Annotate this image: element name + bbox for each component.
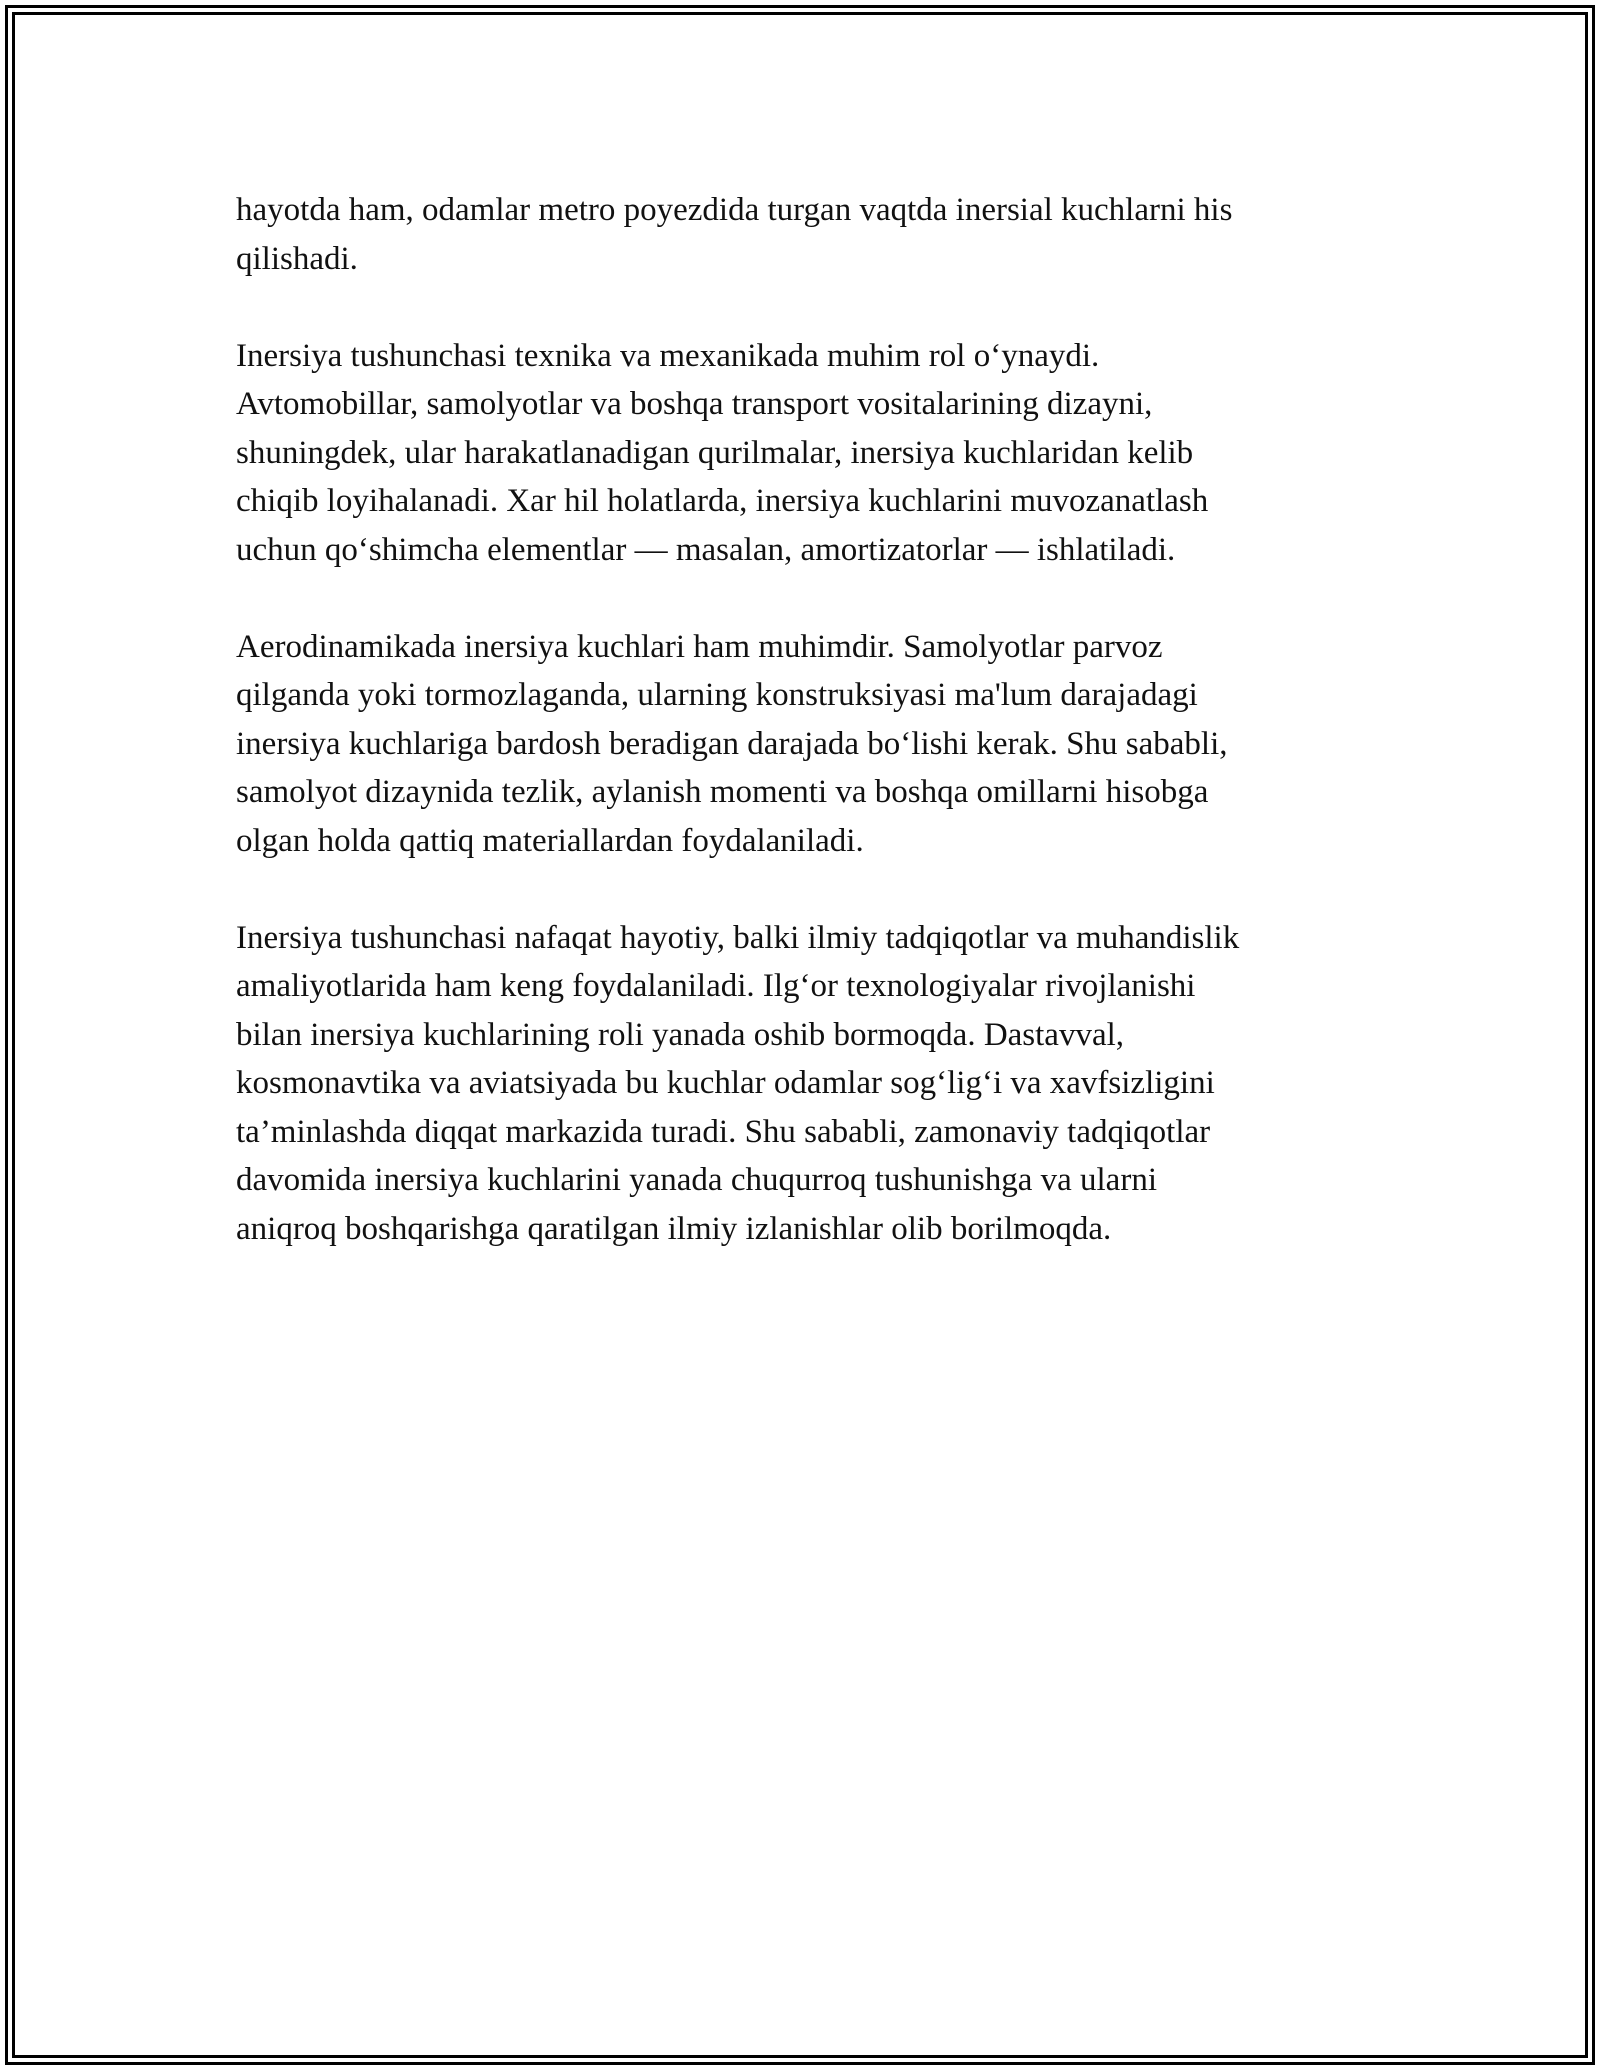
text-line: qilganda yoki tormozlaganda, ularning konstruksiyasi ma'lum darajadagi xyxy=(236,677,1198,713)
text-line: hayotda ham, odamlar metro poyezdida turgan vaqtda inersial kuchlarni his xyxy=(236,192,1233,228)
paragraph-1 xyxy=(236,186,1366,283)
text-line: chiqib loyihalanadi. Xar hil holatlarda, inersiya kuchlarini muvozanatlash xyxy=(236,483,1209,519)
text-line: aniqroq boshqarishga qaratilgan ilmiy izlanishlar olib borilmoqda. xyxy=(236,1210,1112,1247)
paragraph-2 xyxy=(236,332,1366,575)
text-line: uchun qo‘shimcha elementlar — masalan, amortizatorlar — ishlatiladi. xyxy=(236,531,1176,568)
text-line: kosmonavtika va aviatsiyada bu kuchlar odamlar sog‘lig‘i va xavfsizligini xyxy=(236,1065,1215,1101)
document-body xyxy=(236,186,1366,1302)
text-line: Inersiya tushunchasi nafaqat hayotiy, balki ilmiy tadqiqotlar va muhandislik xyxy=(236,919,1240,956)
text-line: shuningdek, ular harakatlanadigan qurilmalar, inersiya kuchlaridan kelib xyxy=(236,434,1194,471)
text-line: bilan inersiya kuchlarining roli yanada oshib bormoqda. Dastavval, xyxy=(236,1016,1125,1053)
text-line: ta’minlashda diqqat markazida turadi. Shu sababli, zamonaviy tadqiqotlar xyxy=(236,1113,1211,1150)
text-line: inersiya kuchlariga bardosh beradigan darajada bo‘lishi kerak. Shu sababli, xyxy=(236,725,1228,762)
text-line: qilishadi. xyxy=(236,240,358,277)
text-line: Aerodinamikada inersiya kuchlari ham muhimdir. Samolyotlar parvoz xyxy=(236,628,1163,665)
text-line: Avtomobillar, samolyotlar va boshqa transport vositalarining dizayni, xyxy=(236,386,1153,422)
text-line: davomida inersiya kuchlarini yanada chuqurroq tushunishga va ularni xyxy=(236,1162,1157,1198)
text-line: amaliyotlarida ham keng foydalaniladi. Ilg‘or texnologiyalar rivojlanishi xyxy=(236,968,1196,1004)
paragraph-3 xyxy=(236,623,1366,866)
text-line: Inersiya tushunchasi texnika va mexanikada muhim rol o‘ynaydi. xyxy=(236,337,1100,374)
text-line: samolyot dizaynida tezlik, aylanish momenti va boshqa omillarni hisobga xyxy=(236,774,1209,810)
paragraph-4 xyxy=(236,914,1366,1254)
text-line: olgan holda qattiq materiallardan foydalaniladi. xyxy=(236,822,864,859)
